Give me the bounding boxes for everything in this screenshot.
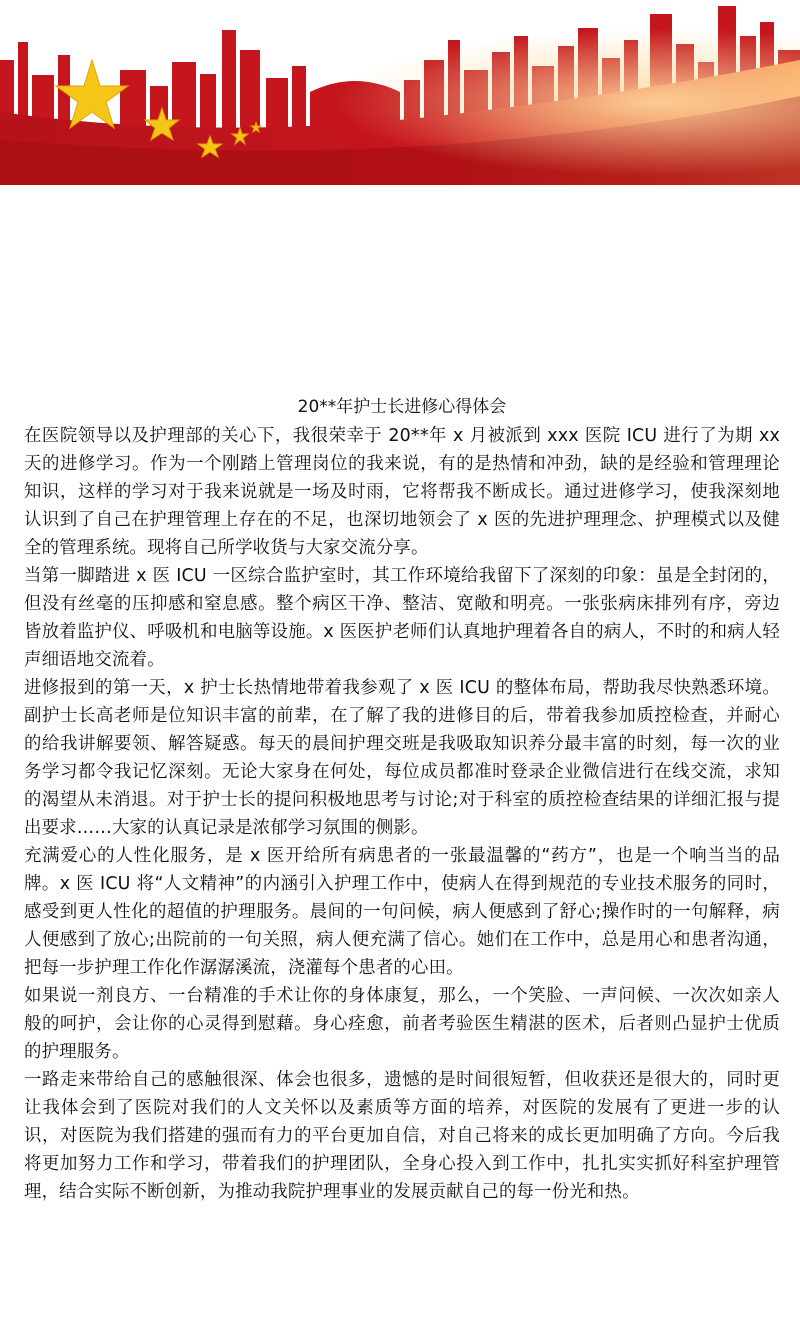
document-body — [24, 394, 780, 1206]
document-title: 20**年护士长进修心得体会 — [297, 397, 507, 417]
paragraph-6: 一路走来带给自己的感触很深、体会也很多，遗憾的是时间很短暂，但收获还是很大的，同时更让我体会到了医院对我们的人文关怀以及素质等方面的培养，对医院的发展有了更进一步的认识，对医院为我们搭建的强而有力的平台更加自信，对自己将来的成长更加明确了方向。今后我将更加努力工作和学习，带着我们的护理团队，全身心投入到工作中，扎扎实实抓好科室护理管理，结合实际不断创新，为推动我院护理事业的发展贡献自己的每一份光和热。 — [24, 1070, 780, 1202]
city-skyline-banner-graphic — [0, 0, 800, 185]
paragraph-3: 进修报到的第一天，x 护士长热情地带着我参观了 x 医 ICU 的整体布局，帮助我尽快熟悉环境。副护士长高老师是位知识丰富的前辈，在了解了我的进修目的后，带着我参加质控检查，并耐心的给我讲解要领、解答疑惑。每天的晨间护理交班是我吸取知识养分最丰富的时刻，每一次的业务学习都令我记忆深刻。无论大家身在何处，每位成员都准时登录企业微信进行在线交流，求知的渴望从未消退。对于护士长的提问积极地思考与讨论;对于科室的质控检查结果的详细汇报与提出要求……大家的认真记录是浓郁学习氛围的侧影。 — [24, 678, 780, 838]
paragraph-2: 当第一脚踏进 x 医 ICU 一区综合监护室时，其工作环境给我留下了深刻的印象：虽是全封闭的，但没有丝毫的压抑感和窒息感。整个病区干净、整洁、宽敞和明亮。一张张病床排列有序，旁边皆放着监护仪、呼吸机和电脑等设施。x 医医护老师们认真地护理着各自的病人，不时的和病人轻声细语地交流着。 — [24, 566, 780, 670]
paragraph-1: 在医院领导以及护理部的关心下，我很荣幸于 20**年 x 月被派到 xxx 医院 ICU 进行了为期 xx 天的进修学习。作为一个刚踏上管理岗位的我来说，有的是热情和冲劲，缺的是经验和管理理论知识，这样的学习对于我来说就是一场及时雨，它将帮我不断成长。通过进修学习，使我深刻地认识到了自己在护理管理上存在的不足，也深切地领会了 x 医的先进护理理念、护理模式以及健全的管理系统。现将自己所学收货与大家交流分享。 — [24, 426, 780, 558]
paragraph-4: 充满爱心的人性化服务，是 x 医开给所有病患者的一张最温馨的“药方”，也是一个响当当的品牌。x 医 ICU 将“人文精神”的内涵引入护理工作中，使病人在得到规范的专业技术服务的同时，感受到更人性化的超值的护理服务。晨间的一句问候，病人便感到了舒心;操作时的一句解释，病人便感到了放心;出院前的一句关照，病人便充满了信心。她们在工作中，总是用心和患者沟通，把每一步护理工作化作潺潺溪流，浇灌每个患者的心田。 — [24, 846, 780, 978]
paragraph-5: 如果说一剂良方、一台精准的手术让你的身体康复，那么，一个笑脸、一声问候、一次次如亲人般的呵护，会让你的心灵得到慰藉。身心痊愈，前者考验医生精湛的医术，后者则凸显护士优质的护理服务。 — [24, 986, 780, 1062]
header-banner — [0, 0, 800, 185]
